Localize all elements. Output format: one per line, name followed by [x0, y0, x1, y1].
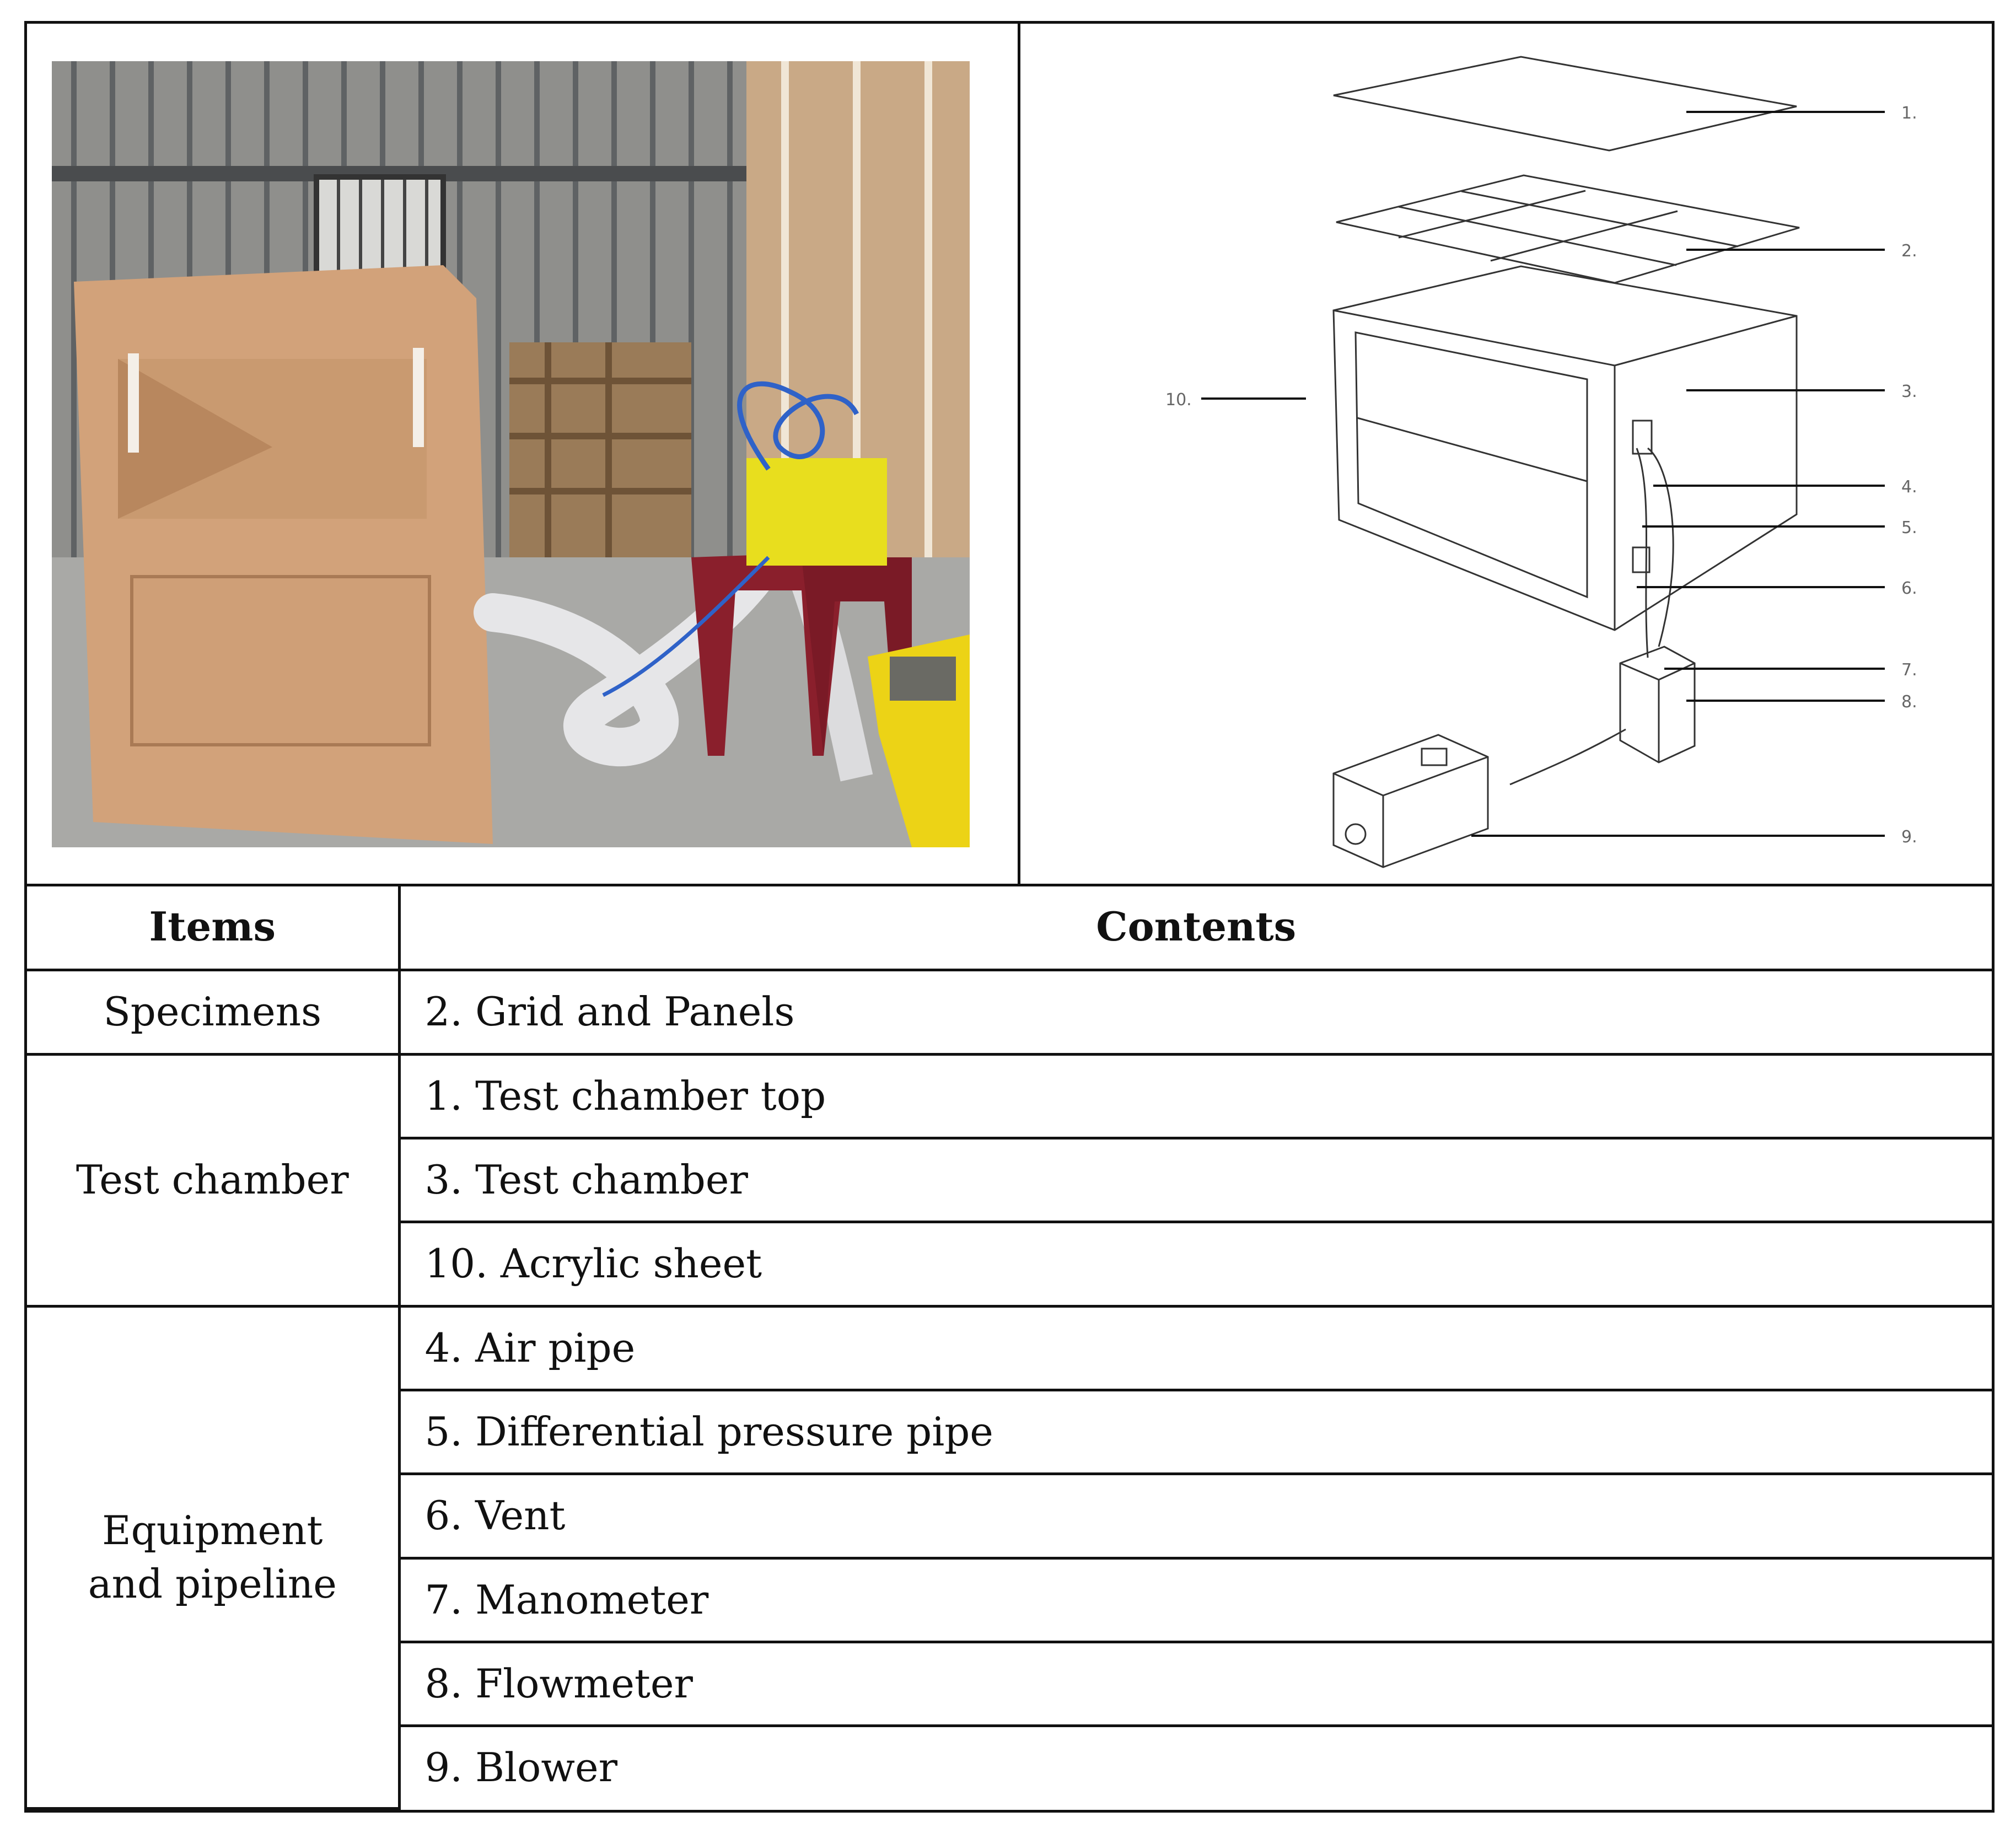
figure-top-row [27, 24, 1992, 886]
callout-7: 7. [1901, 660, 1917, 680]
header-items: Items [27, 884, 399, 970]
callout-5: 5. [1901, 518, 1917, 537]
item-equipment-and-pipeline [27, 1306, 399, 1808]
table-row [27, 1306, 1992, 1390]
content-cell: 5. Differential pressure pipe [399, 1390, 1992, 1474]
content-cell: 7. Manometer [399, 1558, 1992, 1642]
item-test-chamber: Test chamber [27, 1054, 399, 1306]
callout-8: 8. [1901, 692, 1917, 712]
chamber-top-panel [1334, 57, 1797, 150]
content-cell: 9. Blower [399, 1726, 1992, 1809]
item-line: Equipment [102, 1507, 323, 1554]
callout-6: 6. [1901, 579, 1917, 598]
item-line: and pipeline [88, 1560, 337, 1607]
content-cell: 10. Acrylic sheet [399, 1222, 1992, 1306]
callout-9: 9. [1901, 827, 1917, 847]
acrylic-sheet [1356, 332, 1587, 597]
exploded-diagram [1025, 24, 1995, 884]
callout-1: 1. [1901, 104, 1917, 123]
content-cell: 3. Test chamber [399, 1138, 1992, 1222]
header-contents: Contents [399, 884, 1992, 970]
content-cell: 1. Test chamber top [399, 1054, 1992, 1138]
callout-4: 4. [1901, 477, 1917, 497]
callout-2: 2. [1901, 241, 1917, 261]
parts-table [27, 884, 1992, 1810]
test-setup-photo [52, 61, 970, 847]
item-specimens: Specimens [27, 970, 399, 1054]
content-cell: 4. Air pipe [399, 1306, 1992, 1390]
content-cell: 2. Grid and Panels [399, 970, 1992, 1054]
table-row [27, 970, 1992, 1054]
test-chamber-box [1334, 266, 1797, 630]
top-row-divider [1018, 24, 1020, 886]
table-row [27, 1054, 1992, 1138]
callout-10: 10. [1165, 390, 1192, 410]
callout-3: 3. [1901, 382, 1917, 401]
figure-frame [24, 21, 1995, 1813]
grid-panel [1336, 175, 1799, 283]
table-header-row [27, 884, 1992, 970]
content-cell: 6. Vent [399, 1474, 1992, 1558]
content-cell: 8. Flowmeter [399, 1642, 1992, 1726]
